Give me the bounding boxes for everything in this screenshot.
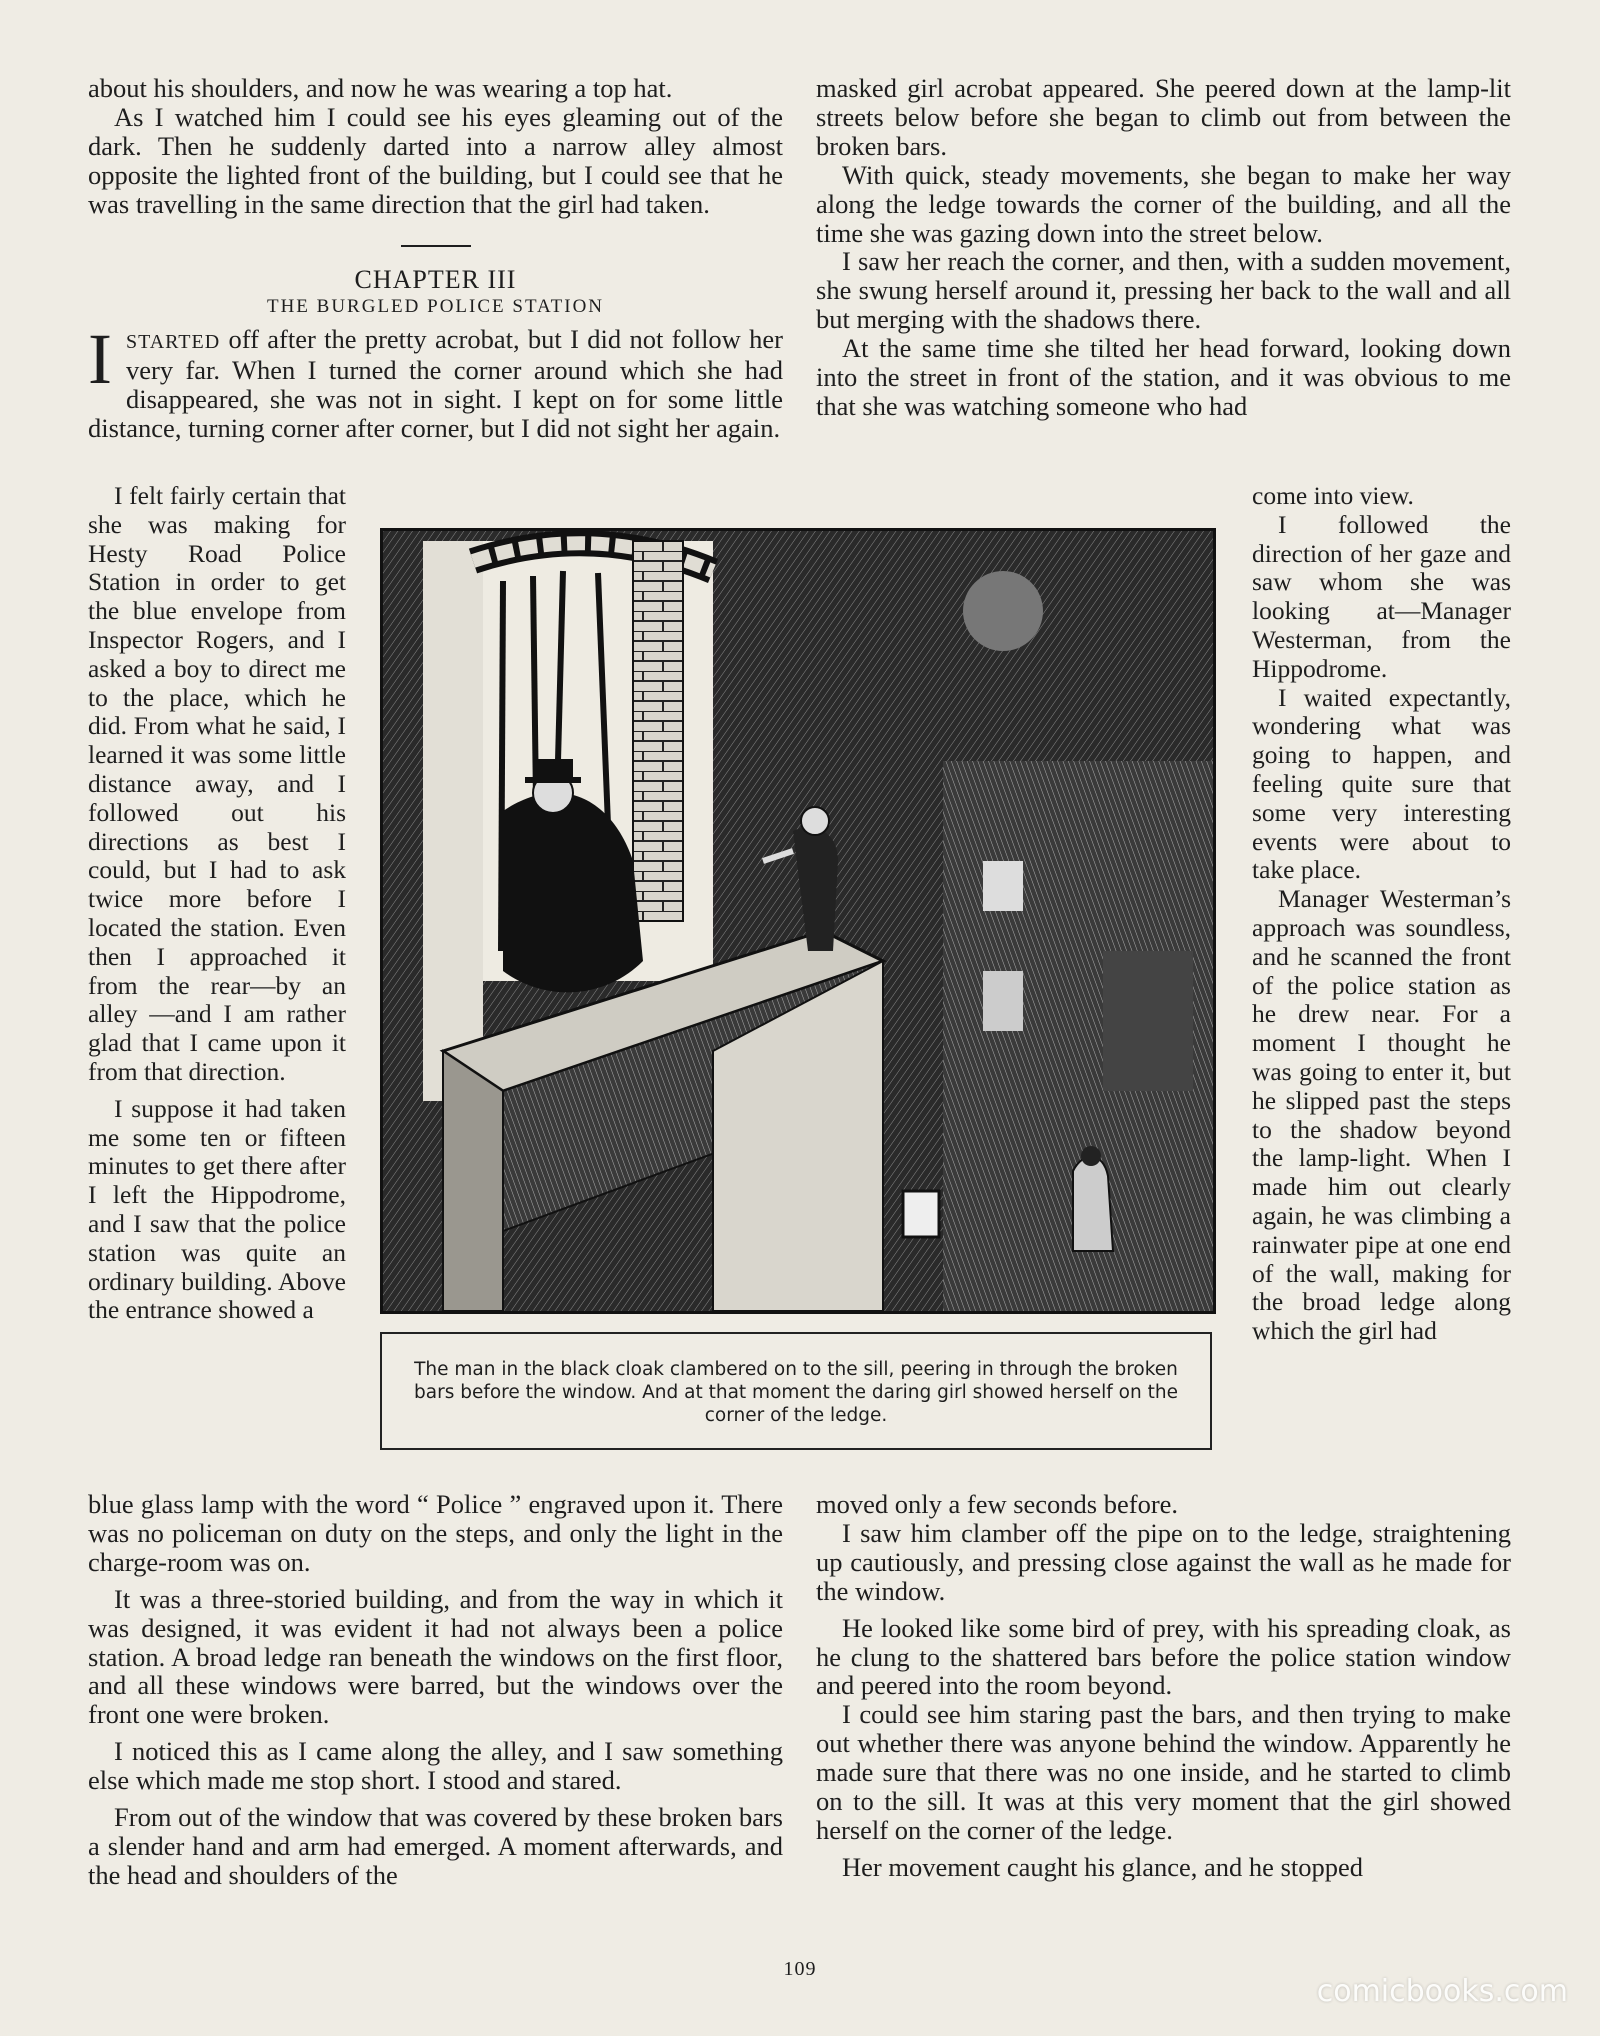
paragraph-continuation: moved only a few seconds before. [816,1489,1179,1519]
right-narrow-column [1252,482,1511,1346]
paragraph: Her movement caught his glance, and he stopped [842,1851,1364,1882]
chapter-opening-paragraph [88,318,783,444]
paragraph: As I watched him I could see his eyes gleaming out of the dark. Then he suddenly darted into a narrow alley almost opposite the lighted front of the building, but I could see that he was travelling in the same direction that the girl had taken. [88,101,783,219]
paragraph-continuation: blue glass lamp with the word “ Police ” engraved upon it. There was no policeman on duty on the steps, and only the light in the charge-room was on. [88,1489,783,1577]
paragraph: I could see him staring past the bars, and then trying to make out whether there was anyone behind the window. Apparently he made sure that there was no one inside, and he started to climb on to the sill. It was at this very moment that the girl showed herself on the corner of the ledge. [816,1699,1511,1845]
paragraph-continuation: come into view. [1252,481,1414,510]
paragraph: I felt fairly certain that she was making for Hesty Road Police Station in order to get the blue envelope from Inspector Rogers, and I asked a boy to direct me to the place, which he did. From what he said, I learned it was some little distance away, and I followed out his directions as best I could, but I had to ask twice more before I located the station. Even then I approached it from the rear—by an alley —and I am rather glad that I came upon it from that direction. [88,481,346,1086]
illustration [380,528,1216,1314]
paragraph: masked girl acrobat appeared. She peered down at the lamp-lit streets below before she began to climb out from between the broken bars. [816,73,1511,161]
watermark: comicbooks.com [1316,1974,1568,2009]
illustration-caption: The man in the black cloak clambered on to the sill, peering in through the broken bars before the window. And at that moment the daring girl showed herself on the corner of the ledge. [380,1332,1212,1450]
left-narrow-column [88,482,346,1325]
chapter-title: CHAPTER III [354,264,517,294]
paragraph: I saw him clamber off the pipe on to the ledge, straightening up cautiously, and pressing close against the wall as he made for the window. [816,1517,1511,1606]
illustration-drawing [383,531,1213,1311]
opening-text: off after the pretty acrobat, but I did not follow her very far. When I turned the corner around which she had disappeared, she was not in sight. I kept on for some little distance, turning corner after corner, but I did not sight her again. [88,323,783,444]
paragraph: With quick, steady movements, she began to make her way along the ledge towards the corner of the building, and all the time she was gazing down into the street below. [816,159,1511,248]
paragraph: about his shoulders, and now he was wearing a top hat. [88,73,673,103]
drop-cap: I [88,318,112,399]
left-column-top [88,74,783,443]
right-column-top [816,74,1511,421]
paragraph: It was a three-storied building, and from the way in which it was designed, it was evident it had not always been a police station. A broad ledge ran beneath the windows on the first floor, and all these windows were barred, but the windows over the front one were broken. [88,1583,783,1730]
paragraph: Manager Westerman’s approach was soundless, and he scanned the front of the police station as he drew near. For a moment I thought he was going to enter it, but he slipped past the steps to the shadow beyond the lamp-light. When I made him out clearly again, he was climbing a rainwater pipe at one end of the wall, making for the broad ledge along which the girl had [1252,884,1511,1346]
right-column-bottom [816,1490,1511,1882]
section-divider [401,245,471,247]
paragraph: I noticed this as I came along the alley, and I saw something else which made me stop short. I stood and stared. [88,1736,783,1796]
page-number: 109 [783,1958,817,1980]
paragraph: I waited expectantly, wondering what was going to happen, and feeling quite sure that some very interesting events were about to take place. [1252,682,1511,885]
paragraph: I saw her reach the corner, and then, with a sudden movement, she swung herself around it, pressing her back to the wall and all but merging with the shadows there. [816,246,1511,335]
lead-in-smallcaps: STARTED [125,330,221,353]
paragraph: At the same time she tilted her head forward, looking down into the street in front of the station, and it was obvious to me that she was watching someone who had [816,333,1511,421]
left-column-bottom [88,1490,783,1890]
paragraph: I followed the direction of her gaze and saw whom she was looking at—Manager Westerman, from the Hippodrome. [1252,509,1511,683]
paragraph: He looked like some bird of prey, with his spreading cloak, as he clung to the shattered bars before the police station window and peered into the room beyond. [816,1612,1511,1701]
paragraph: I suppose it had taken me some ten or fifteen minutes to get there after I left the Hippodrome, and I saw that the police station was quite an ordinary building. Above the entrance showed a [88,1093,346,1325]
chapter-subtitle: THE BURGLED POLICE STATION [266,295,605,317]
paragraph: From out of the window that was covered by these broken bars a slender hand and arm had emerged. A moment afterwards, and the head and shoulders of the [88,1802,783,1890]
